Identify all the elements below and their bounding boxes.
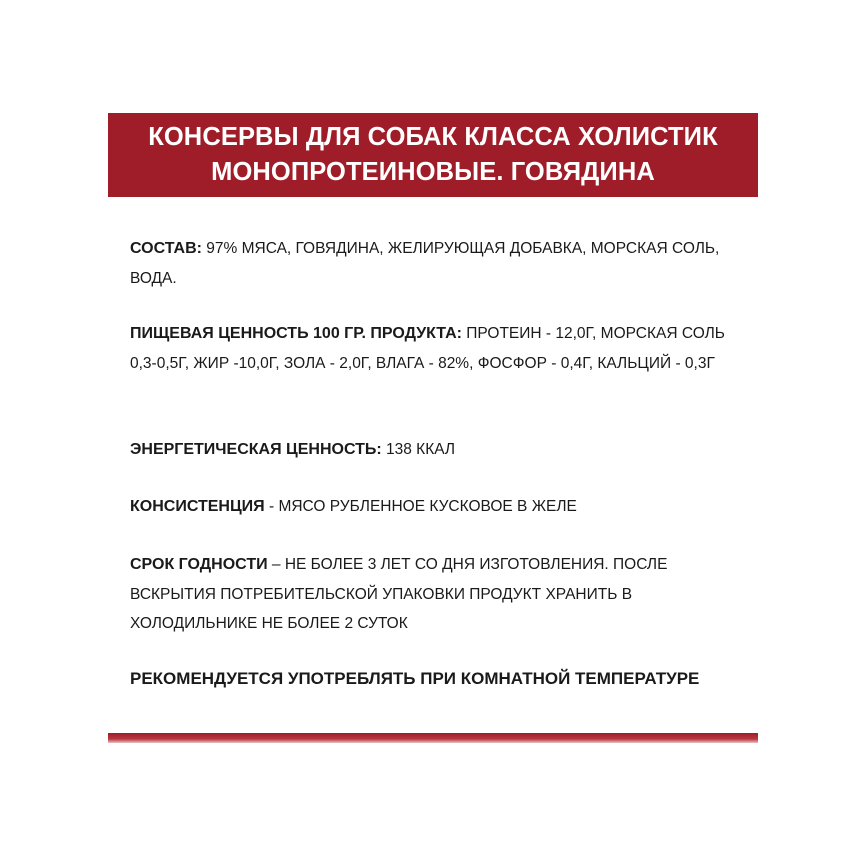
nutrition-label: ПИЩЕВАЯ ЦЕННОСТЬ 100 ГР. ПРОДУКТА: [130, 325, 462, 342]
recommendation-text: РЕКОМЕНДУЕТСЯ УПОТРЕБЛЯТЬ ПРИ КОМНАТНОЙ ТЕМПЕРАТУРЕ [130, 669, 700, 688]
title-line-1: КОНСЕРВЫ ДЛЯ СОБАК КЛАССА ХОЛИСТИК [148, 123, 718, 151]
energy-text: 138 ККАЛ [381, 441, 456, 458]
nutrition-section [130, 319, 755, 378]
shelf-life-text: – НЕ БОЛЕЕ 3 ЛЕТ СО ДНЯ ИЗГОТОВЛЕНИЯ. ПОСЛЕ ВСКРЫТИЯ ПОТРЕБИТЕЛЬСКОЙ УПАКОВКИ ПРОДУКТ ХРАНИТЬ В ХОЛОДИЛЬНИКЕ НЕ БОЛЕЕ 2 СУТОК [130, 556, 668, 632]
title-line-2: МОНОПРОТЕИНОВЫЕ. ГОВЯДИНА [211, 158, 655, 186]
consistency-label: КОНСИСТЕНЦИЯ [130, 498, 265, 515]
composition-section [130, 234, 755, 293]
shelf-life-label: СРОК ГОДНОСТИ [130, 556, 268, 573]
composition-label: СОСТАВ: [130, 240, 202, 257]
nutrition-text: ПРОТЕИН - 12,0Г, МОРСКАЯ СОЛЬ 0,3-0,5Г, ЖИР -10,0Г, ЗОЛА - 2,0Г, ВЛАГА - 82%, ФОСФОР - 0,4Г, КАЛЬЦИЙ - 0,3Г [130, 325, 725, 372]
composition-text: 97% МЯСА, ГОВЯДИНА, ЖЕЛИРУЮЩАЯ ДОБАВКА, МОРСКАЯ СОЛЬ, ВОДА. [130, 240, 720, 287]
energy-section [130, 435, 455, 465]
energy-label: ЭНЕРГЕТИЧЕСКАЯ ЦЕННОСТЬ: [130, 441, 382, 458]
consistency-section [130, 492, 577, 522]
bottom-divider [108, 733, 758, 743]
consistency-text: - МЯСО РУБЛЕННОЕ КУСКОВОЕ В ЖЕЛЕ [264, 498, 577, 515]
shelf-life-section [130, 550, 755, 639]
title-banner [108, 113, 758, 197]
